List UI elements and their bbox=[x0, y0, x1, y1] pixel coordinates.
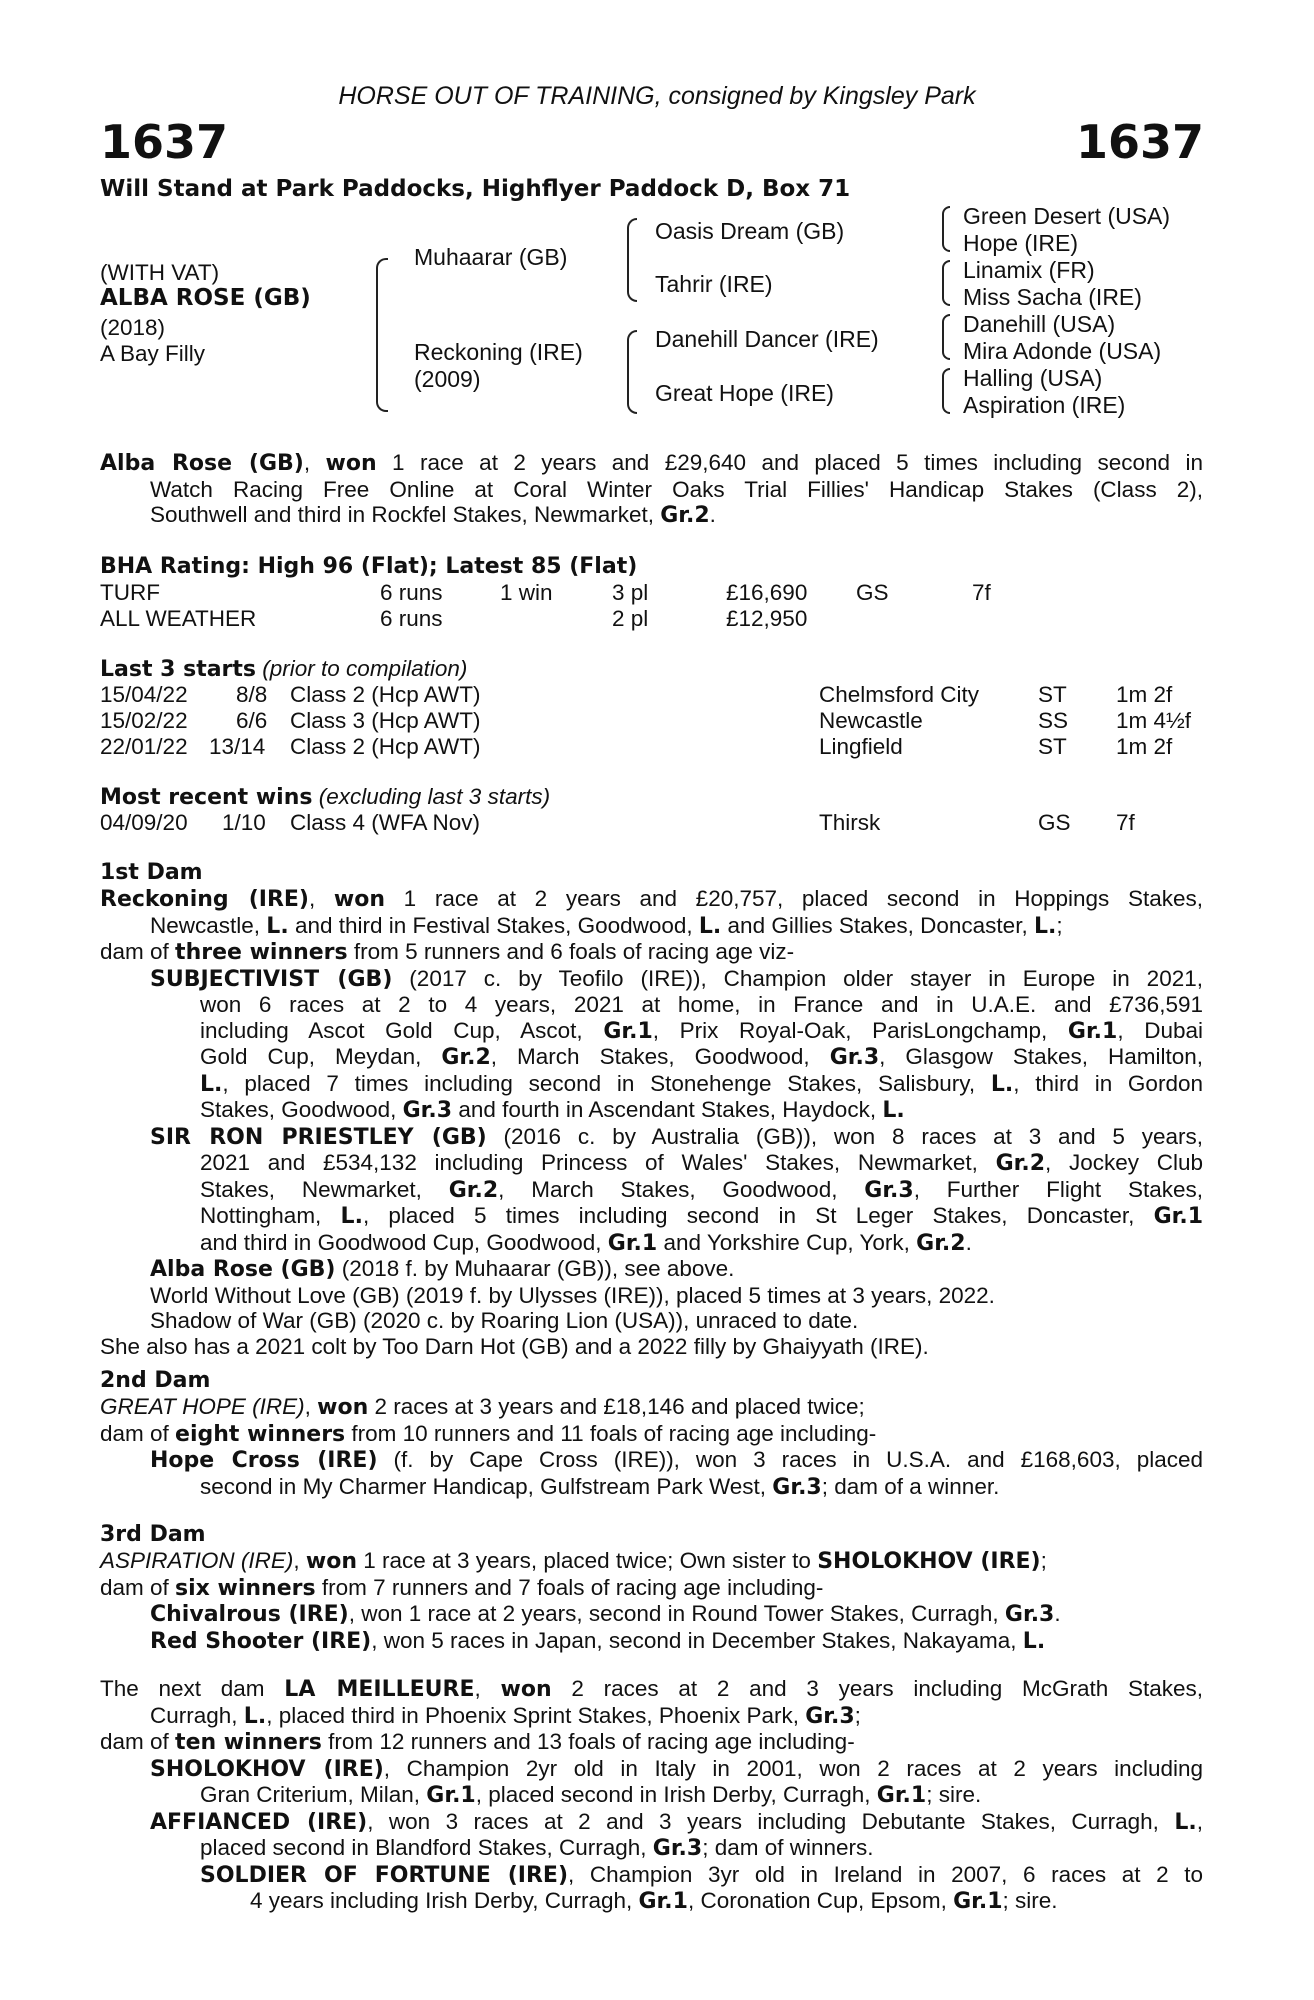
start-going: ST bbox=[1038, 682, 1067, 707]
pedigree-sire-dam: Tahrir (IRE) bbox=[655, 271, 773, 297]
start-position: 6/6 bbox=[236, 708, 268, 733]
rating-prize: £12,950 bbox=[726, 606, 808, 631]
pedigree-brace-2a bbox=[627, 218, 637, 302]
next-dam-section: The next dam LA MEILLEURE, won 2 races at 2 and 3 years including McGrath Stakes, Curragh, L., placed third in Phoenix Sprint Stakes, Phoenix Park, Gr.3; dam of ten winners from 12 runners and 13 foals of racing age including- SHOLOKHOV (IRE), Champion 2yr old in Italy in 2001, won 2 races at 2 years including Gran Criterium, Milan, Gr.1, placed second in Irish Derby, Curragh, Gr.1; sire. AFFIANCED (IRE), won 3 races at 2 and 3 years including Debutante Stakes, Curragh, L., placed second in Blandford Stakes, Curragh, Gr.3; dam of winners. SOLDIER OF FORTUNE (IRE), Champion 3yr old in Ireland in 2007, 6 races at 2 to 4 years including Irish Derby, Curragh, Gr.1, Coronation Cup, Epsom, Gr.1; sire. bbox=[100, 1676, 1203, 1914]
win-going: GS bbox=[1038, 810, 1071, 835]
pedigree-dsd: Mira Adonde (USA) bbox=[963, 338, 1162, 364]
pedigree-sire-sire: Oasis Dream (GB) bbox=[655, 218, 845, 244]
pedigree-sds: Linamix (FR) bbox=[963, 257, 1095, 283]
rating-distance: 7f bbox=[972, 580, 991, 605]
win-position: 1/10 bbox=[222, 810, 266, 835]
rating-runs: 6 runs bbox=[380, 606, 443, 631]
pedigree-dam: Reckoning (IRE) bbox=[414, 339, 583, 365]
start-course: Chelmsford City bbox=[819, 682, 980, 707]
start-distance: 1m 4½f bbox=[1116, 708, 1192, 733]
start-going: ST bbox=[1038, 734, 1067, 759]
win-race: Class 4 (WFA Nov) bbox=[290, 810, 481, 835]
pedigree-sire: Muhaarar (GB) bbox=[414, 244, 568, 270]
win-distance: 7f bbox=[1116, 810, 1135, 835]
pedigree-brace-3a bbox=[942, 206, 950, 252]
pedigree-brace-1 bbox=[376, 258, 388, 412]
pedigree-dam-year: (2009) bbox=[414, 366, 481, 392]
start-course: Lingfield bbox=[819, 734, 903, 759]
third-dam-heading: 3rd Dam bbox=[100, 1522, 206, 1547]
rating-placed: 3 pl bbox=[612, 580, 649, 605]
win-date: 04/09/20 bbox=[100, 810, 188, 835]
second-dam-section: GREAT HOPE (IRE), won 2 races at 3 years and £18,146 and placed twice; dam of eight winners from 10 runners and 11 foals of racing age including- Hope Cross (IRE) (f. by Cape Cross (IRE)), won 3 races in U.S.A. and £168,603, placed second in My Charmer Handicap, Gulfstream Park West, Gr.3; dam of a winner. bbox=[100, 1394, 1203, 1500]
recent-wins-heading: Most recent wins (excluding last 3 starts) bbox=[100, 784, 551, 810]
catalogue-title: HORSE OUT OF TRAINING, consigned by Kingsley Park bbox=[338, 82, 976, 110]
lot-number-left: 1637 bbox=[100, 115, 229, 169]
pedigree-sss: Green Desert (USA) bbox=[963, 203, 1171, 229]
start-race: Class 2 (Hcp AWT) bbox=[290, 734, 481, 759]
rating-runs: 6 runs bbox=[380, 580, 443, 605]
pedigree-dds: Halling (USA) bbox=[963, 365, 1103, 391]
stand-location: Will Stand at Park Paddocks, Highflyer Paddock D, Box 71 bbox=[100, 176, 851, 202]
rating-surface: ALL WEATHER bbox=[100, 606, 257, 631]
rating-prize: £16,690 bbox=[726, 580, 808, 605]
lot-number-right: 1637 bbox=[1075, 115, 1204, 169]
start-date: 15/02/22 bbox=[100, 708, 188, 733]
start-course: Newcastle bbox=[819, 708, 923, 733]
start-distance: 1m 2f bbox=[1116, 682, 1173, 707]
first-dam-heading: 1st Dam bbox=[100, 860, 203, 885]
rating-placed: 2 pl bbox=[612, 606, 649, 631]
start-going: SS bbox=[1038, 708, 1069, 733]
start-date: 15/04/22 bbox=[100, 682, 188, 707]
pedigree-ddd: Aspiration (IRE) bbox=[963, 392, 1126, 418]
start-race: Class 3 (Hcp AWT) bbox=[290, 708, 481, 733]
horse-description: A Bay Filly bbox=[100, 341, 206, 366]
rating-going: GS bbox=[856, 580, 889, 605]
bha-rating-heading: BHA Rating: High 96 (Flat); Latest 85 (Flat) bbox=[100, 554, 638, 579]
start-date: 22/01/22 bbox=[100, 734, 188, 759]
last-starts-heading: Last 3 starts (prior to compilation) bbox=[100, 656, 468, 682]
start-position: 13/14 bbox=[209, 734, 266, 759]
win-course: Thirsk bbox=[819, 810, 881, 835]
start-distance: 1m 2f bbox=[1116, 734, 1173, 759]
rating-wins: 1 win bbox=[500, 580, 553, 605]
first-dam-section: Reckoning (IRE), won 1 race at 2 years and £20,757, placed second in Hoppings Stakes, Newcastle, L. and third in Festival Stakes, Goodwood, L. and Gillies Stakes, Doncaster, L.; dam of three winners from 5 runners and 6 foals of racing age viz- SUBJECTIVIST (GB) (2017 c. by Teofilo (IRE)), Champion older stayer in Europe in 2021, won 6 races at 2 to 4 years, 2021 at home, in France and in U.A.E. and £736,591 including Ascot Gold Cup, Ascot, Gr.1, Prix Royal-Oak, ParisLongchamp, Gr.1, Dubai Gold Cup, Meydan, Gr.2, March Stakes, Goodwood, Gr.3, Glasgow Stakes, Hamilton, L., placed 7 times including second in Stonehenge Stakes, Salisbury, L., third in Gordon Stakes, Goodwood, Gr.3 and fourth in Ascendant Stakes, Haydock, L. SIR RON PRIESTLEY (GB) (2016 c. by Australia (GB)), won 8 races at 3 and 5 years, 2021 and £534,132 including Princess of Wales' Stakes, Newmarket, Gr.2, Jockey Club Stakes, Newmarket, Gr.2, March Stakes, Goodwood, Gr.3, Further Flight Stakes, Nottingham, L., placed 5 times including second in St Leger Stakes, Doncaster, Gr.1 and third in Goodwood Cup, Goodwood, Gr.1 and Yorkshire Cup, York, Gr.2. Alba Rose (GB) (2018 f. by Muhaarar (GB)), see above. World Without Love (GB) (2019 f. by Ulysses (IRE)), placed 5 times at 3 years, 2022. Shadow of War (GB) (2020 c. by Roaring Lion (USA)), unraced to date. She also has a 2021 colt by Too Darn Hot (GB) and a 2022 filly by Ghaiyyath (IRE). bbox=[100, 886, 1203, 1359]
horse-name: ALBA ROSE (GB) bbox=[100, 285, 311, 311]
pedigree-brace-3b bbox=[942, 260, 950, 306]
vat-note: (WITH VAT) bbox=[100, 260, 220, 285]
pedigree-dam-sire: Danehill Dancer (IRE) bbox=[655, 326, 879, 352]
third-dam-section: ASPIRATION (IRE), won 1 race at 3 years, placed twice; Own sister to SHOLOKHOV (IRE); dam of six winners from 7 runners and 7 foals of racing age including- Chivalrous (IRE), won 1 race at 2 years, second in Round Tower Stakes, Curragh, Gr.3. Red Shooter (IRE), won 5 races in Japan, second in December Stakes, Nakayama, L. bbox=[100, 1548, 1061, 1654]
pedigree-sdd: Miss Sacha (IRE) bbox=[963, 284, 1142, 310]
pedigree-ssd: Hope (IRE) bbox=[963, 230, 1079, 256]
rating-surface: TURF bbox=[100, 580, 160, 605]
pedigree-dss: Danehill (USA) bbox=[963, 311, 1116, 337]
pedigree-dam-dam: Great Hope (IRE) bbox=[655, 380, 834, 406]
start-position: 8/8 bbox=[236, 682, 268, 707]
foaling-year: (2018) bbox=[100, 315, 166, 340]
pedigree-brace-2b bbox=[627, 330, 637, 414]
second-dam-heading: 2nd Dam bbox=[100, 1368, 211, 1393]
race-summary: Alba Rose (GB), won 1 race at 2 years and £29,640 and placed 5 times including second in Watch Racing Free Online at Coral Winter Oaks Trial Fillies' Handicap Stakes (Class 2), Southwell and third in Rockfel Stakes, Newmarket, Gr.2. bbox=[100, 450, 1203, 528]
pedigree-brace-3d bbox=[942, 368, 950, 414]
pedigree-brace-3c bbox=[942, 314, 950, 360]
start-race: Class 2 (Hcp AWT) bbox=[290, 682, 481, 707]
